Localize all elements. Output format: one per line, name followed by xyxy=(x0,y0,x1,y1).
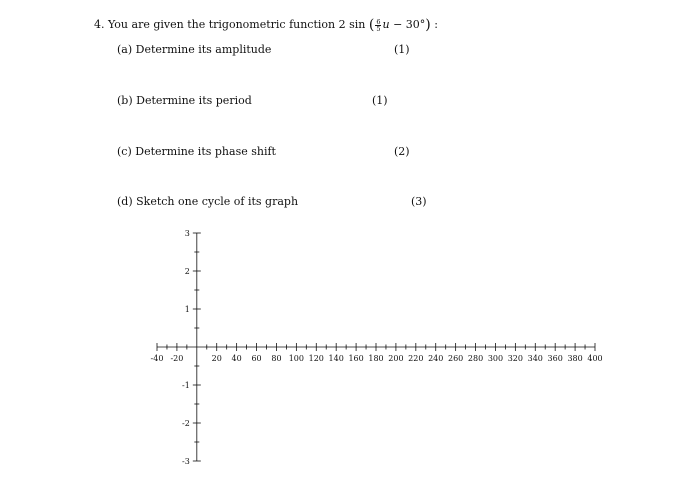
x-tick-label: 160 xyxy=(348,354,364,363)
part-a-marks: (1) xyxy=(394,43,410,56)
part-b-label: (b) xyxy=(117,94,133,107)
part-c-text: Determine its phase shift xyxy=(135,145,276,158)
x-tick-label: 340 xyxy=(527,354,543,363)
part-c-label: (c) xyxy=(117,145,132,158)
y-tick-label: 2 xyxy=(184,267,190,276)
x-tick-label: 60 xyxy=(251,354,262,363)
part-b-marks: (1) xyxy=(372,94,388,107)
question-prompt: You are given the trigonometric function xyxy=(108,18,336,31)
x-tick-label: 80 xyxy=(271,354,282,363)
x-tick-label: 100 xyxy=(288,354,305,363)
y-tick-label: -3 xyxy=(182,457,190,466)
part-c-marks: (2) xyxy=(394,145,410,158)
part-b-text: Determine its period xyxy=(136,94,252,107)
x-tick-label: 300 xyxy=(487,354,504,363)
function-fraction: $\frac{6}{5}$ xyxy=(376,17,381,33)
x-tick-label: 120 xyxy=(308,354,324,363)
x-tick-label: 200 xyxy=(388,354,404,363)
y-tick-label: 1 xyxy=(184,305,190,314)
x-tick-label: -40 xyxy=(150,354,164,363)
x-tick-label: 180 xyxy=(368,354,384,363)
y-tick-label: -2 xyxy=(182,419,190,428)
x-tick-label: 280 xyxy=(467,354,484,363)
y-tick-label: -1 xyxy=(182,381,190,390)
part-a-text: Determine its amplitude xyxy=(135,43,272,56)
part-d-text: Sketch one cycle of its graph xyxy=(136,195,299,208)
x-tick-label: 20 xyxy=(211,354,222,363)
x-tick-label: -20 xyxy=(170,354,184,363)
x-tick-label: 140 xyxy=(328,354,344,363)
x-tick-label: 320 xyxy=(507,354,524,363)
x-tick-label: 380 xyxy=(567,354,583,363)
x-tick-label: 360 xyxy=(547,354,563,363)
part-d-marks: (3) xyxy=(411,195,427,208)
part-d-label: (d) xyxy=(117,195,133,208)
x-tick-label: 40 xyxy=(231,354,242,363)
x-tick-label: 240 xyxy=(428,354,444,363)
function-expression: 2 sin ( $\frac{6}{5}$ u − 30°) xyxy=(338,17,431,33)
x-tick-label: 260 xyxy=(447,354,464,363)
y-tick-label: 3 xyxy=(184,229,190,238)
part-a-label: (a) xyxy=(117,43,133,56)
question-number: 4. xyxy=(94,18,105,31)
question-line: 4. You are given the trigonometric function 2 sin ( $\frac{6}{5}$ u − 30°) : xyxy=(94,17,438,33)
x-tick-label: 220 xyxy=(408,354,424,363)
x-tick-label: 400 xyxy=(587,354,603,363)
